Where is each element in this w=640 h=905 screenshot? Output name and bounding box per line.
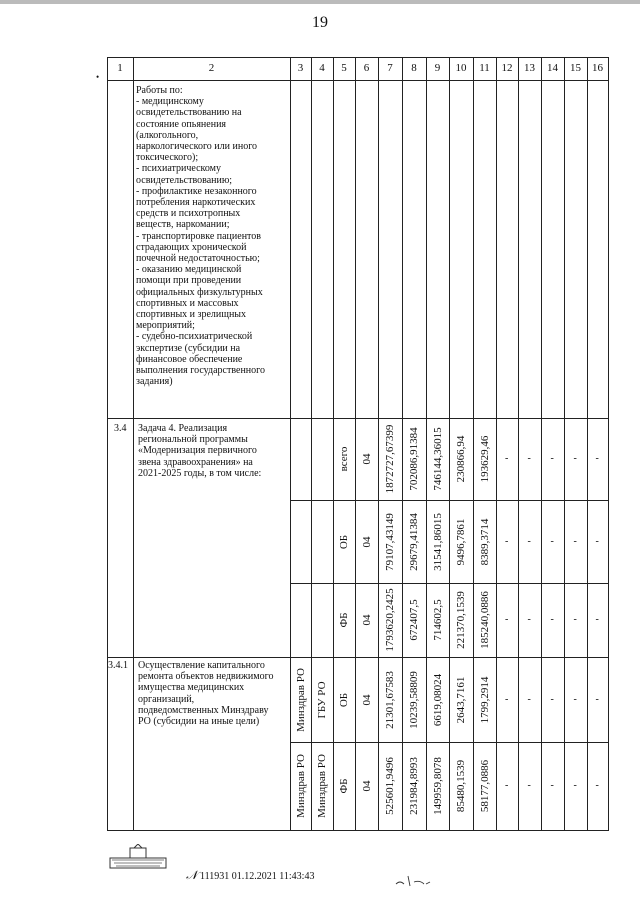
- task4-row1-dash-col16: -: [595, 535, 599, 547]
- column-header-12: 12: [501, 62, 513, 74]
- repair-c4-value: ГБУ РО: [316, 680, 328, 719]
- works-description-line: экспертизе (субсидии на: [136, 342, 241, 354]
- repair-c8-value: 10239,58809: [408, 670, 420, 729]
- repair-row0-dash-col14: -: [550, 693, 554, 705]
- repair-row1-dash-col14: -: [550, 780, 554, 791]
- works-description-line: финансовое обеспечение: [136, 353, 243, 365]
- task4-description-line: 2021-2025 годы, в том числе:: [138, 467, 262, 479]
- column-header-14: 14: [547, 62, 558, 74]
- column-divider: [426, 57, 427, 830]
- repair-row0-dash-col15: -: [573, 693, 577, 705]
- column-header-11: 11: [479, 62, 490, 74]
- task4-row2-dash-col14: -: [550, 614, 554, 625]
- column-divider: [449, 57, 450, 830]
- repair-c9-value: 149959,8078: [431, 757, 444, 815]
- task4-row0-dash-col16: -: [595, 453, 599, 464]
- column-header-2: 2: [208, 62, 215, 74]
- column-header-15: 15: [570, 62, 581, 74]
- task4-c8-value: 29679,41384: [408, 512, 420, 571]
- row-divider: [107, 418, 609, 419]
- task4-c6-value: 04: [360, 536, 373, 547]
- task4-c9-value: 31541,86015: [431, 512, 444, 571]
- repair-c5-value: ОБ: [338, 692, 350, 707]
- repair-c6-value: 04: [360, 780, 373, 792]
- repair-row0-dash-col16: -: [595, 693, 599, 705]
- task4-row2-dash-col15: -: [573, 614, 577, 625]
- column-divider: [402, 57, 403, 830]
- column-divider: [518, 57, 519, 830]
- task4-c11-value: 185240,0886: [478, 591, 491, 649]
- column-divider: [333, 57, 334, 830]
- works-description-line: задания): [136, 376, 173, 388]
- task4-row2-dash-col13: -: [527, 614, 531, 625]
- capital-repair-description-line: РО (субсидии на иные цели): [138, 716, 260, 727]
- works-description-line: (алкогольного,: [136, 129, 199, 141]
- column-header-10: 10: [455, 62, 467, 74]
- task4-row0-dash-col15: -: [573, 453, 577, 464]
- column-divider: [290, 57, 291, 830]
- document-stamp: [186, 868, 314, 883]
- task4-row2-dash-col16: -: [595, 614, 599, 625]
- repair-row0-dash-col12: -: [505, 693, 509, 705]
- task4-c7-value: 1793620,2425: [384, 588, 396, 652]
- repair-c7-value: 525601,9496: [384, 757, 396, 815]
- works-description-line: - судебно-психиатрической: [136, 331, 253, 343]
- handwritten-mark-icon: [394, 870, 434, 888]
- task4-c8-value: 672407,5: [408, 599, 420, 641]
- column-header-9: 9: [434, 62, 441, 74]
- task4-c9-value: 714602,5: [431, 599, 444, 641]
- works-description-line: наркологического или иного: [136, 141, 258, 152]
- column-divider: [473, 57, 474, 830]
- task4-c10-value: 9496,7861: [455, 518, 467, 565]
- column-divider: [496, 57, 497, 830]
- works-description-line: - оказанию медицинской: [136, 264, 242, 276]
- repair-c3-value: Минздрав РО: [294, 667, 307, 732]
- task4-c7-value: 1872727,67399: [384, 424, 396, 494]
- column-header-5: 5: [341, 62, 347, 74]
- works-description-line: - психиатрическому: [136, 163, 221, 175]
- repair-c11-value: 1799,2914: [478, 676, 491, 723]
- stamp-logo-icon: [108, 844, 168, 870]
- task4-description-line: звена здравоохранения» на: [138, 456, 253, 468]
- margin-marker: •: [96, 72, 100, 82]
- works-description-line: веществ, наркомании;: [136, 219, 230, 231]
- task4-c6-value: 04: [360, 453, 373, 465]
- works-description-line: токсического);: [136, 152, 199, 164]
- works-description-line: - транспортировке пациентов: [136, 230, 262, 242]
- scan-edge: [0, 0, 640, 4]
- repair-row1-dash-col13: -: [527, 780, 531, 791]
- task4-c8-value: 702086,91384: [408, 427, 420, 491]
- works-description-line: средств и психотропных: [136, 208, 241, 220]
- header-divider: [107, 80, 609, 81]
- task4-row1-dash-col15: -: [573, 535, 577, 547]
- repair-row1-dash-col16: -: [595, 780, 599, 791]
- works-description-line: потребления наркотических: [136, 197, 256, 208]
- task4-c11-value: 8389,3714: [478, 518, 491, 565]
- repair-c4-value: Минздрав РО: [316, 754, 328, 818]
- page-number: 19: [312, 14, 328, 31]
- works-description-line: мероприятий;: [136, 320, 195, 332]
- works-description-line: страдающих хронической: [136, 241, 247, 253]
- repair-c3-value: Минздрав РО: [294, 754, 307, 818]
- task4-c5-value: ФБ: [338, 612, 350, 628]
- capital-repair-description-line: имущества медицинских: [138, 682, 245, 694]
- task4-c7-value: 79107,43149: [384, 512, 396, 571]
- works-description-line: - медицинскому: [136, 96, 204, 108]
- works-description-line: официальных физкультурных: [136, 286, 263, 298]
- column-divider: [133, 57, 134, 830]
- task4-c5-value: ОБ: [338, 534, 350, 549]
- row-number: 3.4: [114, 423, 127, 434]
- task4-description-line: Задача 4. Реализация: [138, 423, 228, 434]
- repair-c7-value: 21301,67583: [384, 670, 396, 729]
- task4-description-line: региональной программы: [138, 434, 248, 446]
- works-description-line: спортивных и зрелищных: [136, 309, 247, 320]
- row-divider: [107, 657, 609, 658]
- table-border-bottom: [107, 830, 609, 831]
- capital-repair-description-line: Осуществление капитального: [138, 660, 265, 671]
- works-description-line: выполнения государственного: [136, 365, 266, 376]
- task4-row1-dash-col13: -: [527, 535, 531, 547]
- repair-c5-value: ФБ: [338, 778, 350, 794]
- column-header-6: 6: [363, 62, 370, 74]
- task4-row1-dash-col12: -: [505, 535, 509, 547]
- works-description-line: помощи при проведении: [136, 275, 242, 287]
- column-divider: [107, 57, 108, 830]
- column-header-7: 7: [387, 62, 393, 74]
- signature-mark-icon: 𝒩: [186, 868, 198, 882]
- task4-row0-dash-col12: -: [505, 453, 509, 464]
- task4-row2-dash-col12: -: [505, 614, 509, 625]
- repair-c10-value: 85480,1539: [455, 759, 467, 813]
- capital-repair-description-line: подведомственных Минздраву: [138, 704, 269, 716]
- row-number: 3.4.1: [108, 660, 128, 671]
- column-header-16: 16: [592, 62, 603, 74]
- repair-c11-value: 58177,0886: [478, 759, 491, 813]
- column-divider: [378, 57, 379, 830]
- repair-row1-dash-col12: -: [505, 780, 509, 791]
- column-header-8: 8: [411, 62, 417, 74]
- repair-c6-value: 04: [360, 694, 373, 705]
- works-description-line: - профилактике незаконного: [136, 185, 257, 197]
- column-header-1: 1: [117, 62, 123, 74]
- column-header-3: 3: [297, 62, 304, 74]
- task4-c9-value: 746144,36015: [431, 427, 444, 491]
- capital-repair-description-line: организаций,: [138, 693, 195, 705]
- works-description-line: состояние опьянения: [136, 118, 227, 130]
- task4-c11-value: 193629,46: [478, 435, 491, 483]
- capital-repair-description-line: ремонта объектов недвижимого: [138, 671, 274, 683]
- doc-number: 111931 01.12.2021 11:43:43: [200, 871, 315, 882]
- column-divider: [355, 57, 356, 830]
- works-description-line: почечной недостаточностью;: [136, 253, 260, 264]
- column-divider: [311, 57, 312, 830]
- table-border-top: [107, 57, 609, 58]
- task4-c6-value: 04: [360, 614, 373, 626]
- column-header-4: 4: [319, 62, 325, 74]
- repair-c9-value: 6619,08024: [431, 673, 444, 726]
- task4-c5-value: всего: [338, 446, 350, 472]
- column-divider: [587, 57, 588, 830]
- repair-c10-value: 2643,7161: [455, 676, 467, 723]
- task4-c10-value: 230866,94: [455, 435, 467, 483]
- task4-row0-dash-col13: -: [527, 453, 531, 464]
- repair-c8-value: 231984,8993: [408, 757, 420, 815]
- column-header-13: 13: [524, 62, 535, 74]
- works-description-line: спортивных и массовых: [136, 297, 239, 309]
- task4-row1-dash-col14: -: [550, 535, 554, 547]
- column-divider: [541, 57, 542, 830]
- column-divider: [608, 57, 609, 830]
- task4-description-line: «Модернизация первичного: [138, 445, 257, 457]
- works-description-line: освидетельствованию на: [136, 107, 242, 119]
- works-description-line: Работы по:: [136, 85, 183, 96]
- repair-row0-dash-col13: -: [527, 693, 531, 705]
- task4-row0-dash-col14: -: [550, 453, 554, 464]
- works-description-line: освидетельствованию;: [136, 174, 233, 186]
- task4-c10-value: 221370,1539: [455, 591, 467, 649]
- repair-row1-dash-col15: -: [573, 780, 577, 791]
- column-divider: [564, 57, 565, 830]
